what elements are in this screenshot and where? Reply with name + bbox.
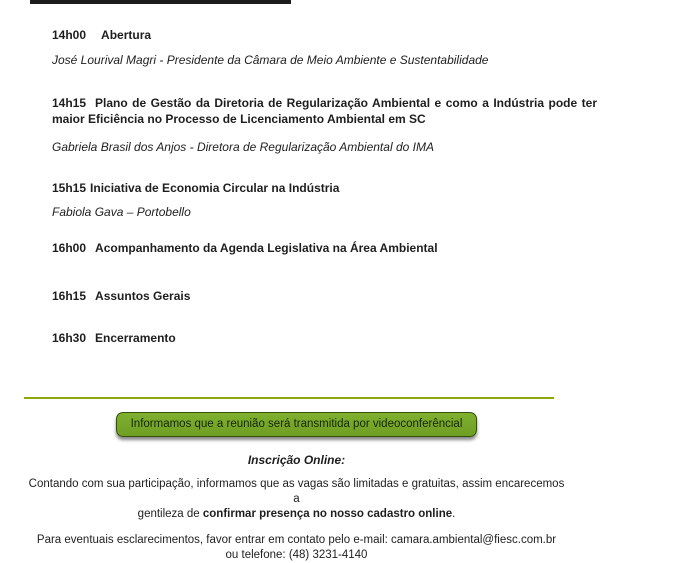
registration-paragraph	[24, 477, 569, 522]
agenda-item-title: Iniciativa de Economia Circular na Indústria	[90, 181, 340, 195]
agenda-item-title: Assuntos Gerais	[95, 289, 191, 303]
agenda-item-14h15	[52, 95, 623, 155]
registration-line2	[24, 507, 569, 522]
registration-heading: Inscrição Online:	[247, 453, 346, 467]
agenda-item-14h00	[52, 27, 623, 68]
agenda-item-heading	[52, 240, 597, 256]
agenda-item-title: Abertura	[101, 28, 152, 42]
agenda-item-title: Acompanhamento da Agenda Legislativa na Área Ambiental	[95, 241, 438, 255]
agenda-item-heading	[52, 95, 597, 127]
registration-line2-suffix: .	[452, 508, 456, 520]
registration-line2-prefix: gentileza de	[137, 508, 203, 520]
videoconference-notice-button[interactable]: Informamos que a reunião será transmitida por videoconferêncial	[116, 412, 477, 437]
agenda-item-title: Encerramento	[95, 331, 176, 345]
agenda-item-16h00	[52, 240, 623, 256]
agenda-item-heading	[52, 288, 597, 304]
agenda-item-speaker: José Lourival Magri - Presidente da Câmara de Meio Ambiente e Sustentabilidade	[52, 53, 489, 67]
contact-email-line: Para eventuais esclarecimentos, favor entrar em contato pelo e-mail: camara.ambiental@fiesc.com.br	[36, 534, 557, 546]
agenda-item-speaker: Fabiola Gava – Portobello	[52, 205, 191, 219]
agenda-item-time: 16h15	[52, 289, 87, 303]
top-cropped-bar	[30, 0, 291, 4]
registration-line2-bold: confirmar presença no nosso cadastro online	[202, 508, 453, 520]
agenda-item-time: 15h15	[52, 181, 87, 195]
agenda-item-16h30	[52, 330, 623, 346]
footer-section	[24, 412, 569, 563]
agenda-item-time: 14h00	[52, 28, 87, 42]
agenda-item-heading	[52, 180, 597, 196]
registration-line1: Contando com sua participação, informamos que as vagas são limitadas e gratuitas, assim encarecemos a	[28, 478, 565, 505]
agenda-item-time: 16h00	[52, 241, 87, 255]
contact-phone-line: ou telefone: (48) 3231-4140	[225, 549, 368, 561]
agenda-item-15h15	[52, 180, 623, 220]
agenda-item-heading	[52, 330, 597, 346]
agenda-item-heading	[52, 27, 597, 43]
contact-paragraph	[24, 533, 569, 563]
agenda-item-time: 16h30	[52, 331, 87, 345]
agenda-item-16h15	[52, 288, 623, 304]
agenda-item-time: 14h15	[52, 96, 87, 110]
agenda-item-title: Plano de Gestão da Diretoria de Regularização Ambiental e como a Indústria pode ter maior Eficiência no Processo de Licenciamento Ambiental em SC	[52, 96, 597, 126]
agenda-item-speaker: Gabriela Brasil dos Anjos - Diretora de Regularização Ambiental do IMA	[52, 140, 434, 154]
section-divider	[24, 397, 554, 399]
